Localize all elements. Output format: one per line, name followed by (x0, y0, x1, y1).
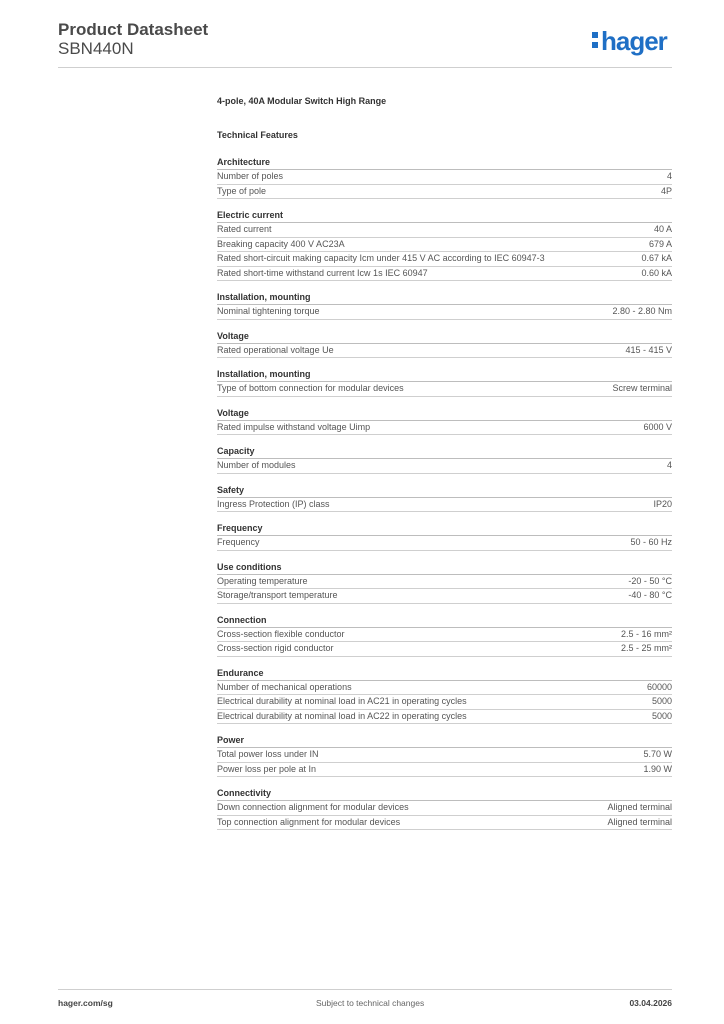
feature-value: 5000 (651, 710, 672, 721)
feature-row (217, 223, 672, 238)
feature-section (217, 330, 672, 359)
feature-value: Aligned terminal (607, 816, 672, 827)
feature-label: Number of modules (217, 460, 296, 470)
feature-label: Breaking capacity 400 V AC23A (217, 238, 345, 249)
feature-value: 4 (666, 460, 672, 470)
feature-label: Frequency (217, 537, 260, 547)
feature-section (217, 445, 672, 474)
feature-value: Screw terminal (612, 383, 672, 393)
feature-section (217, 734, 672, 777)
feature-value: 6000 V (643, 421, 672, 432)
feature-label: Number of poles (217, 171, 284, 181)
product-code: SBN440N (58, 39, 134, 58)
feature-value: 1.90 W (643, 763, 672, 774)
section-title: Installation, mounting (217, 368, 672, 382)
feature-section (217, 407, 672, 436)
feature-value: 40 A (653, 224, 672, 234)
footer-divider (58, 989, 672, 990)
datasheet-content (217, 95, 672, 830)
feature-row (217, 763, 672, 778)
section-title: Installation, mounting (217, 291, 672, 305)
feature-label: Type of pole (217, 185, 267, 196)
feature-value: 4 (666, 171, 672, 181)
feature-value: 415 - 415 V (625, 344, 672, 355)
feature-label: Operating temperature (217, 575, 308, 586)
feature-label: Cross-section rigid conductor (217, 643, 334, 653)
feature-label: Power loss per pole at In (217, 763, 317, 774)
feature-label: Rated short-circuit making capacity Icm under 415 V AC according to IEC 60947-3 (217, 253, 545, 263)
feature-section (217, 484, 672, 513)
footer-note: Subject to technical changes (316, 998, 425, 1008)
feature-sections (217, 156, 672, 830)
feature-label: Cross-section flexible conductor (217, 628, 345, 639)
feature-section (217, 368, 672, 397)
feature-section (217, 209, 672, 281)
feature-label: Storage/transport temperature (217, 590, 338, 600)
feature-value: 2.5 - 16 mm² (620, 628, 672, 639)
section-title: Power (217, 734, 672, 748)
header-divider (58, 67, 672, 68)
page-title: Product Datasheet (58, 20, 209, 39)
feature-value: 5.70 W (643, 749, 672, 759)
hager-logo (592, 26, 667, 56)
feature-row (217, 681, 672, 696)
logo-text: hager (601, 26, 667, 56)
feature-label: Nominal tightening torque (217, 306, 320, 316)
feature-row (217, 382, 672, 397)
feature-value: 0.60 kA (641, 267, 672, 278)
section-title: Endurance (217, 667, 672, 681)
feature-row (217, 305, 672, 320)
feature-row (217, 498, 672, 513)
feature-row (217, 801, 672, 816)
footer-date: 03.04.2026 (629, 998, 672, 1008)
feature-row (217, 344, 672, 359)
feature-label: Top connection alignment for modular devices (217, 816, 401, 827)
section-title: Electric current (217, 209, 672, 223)
feature-label: Rated current (217, 224, 272, 234)
feature-section (217, 561, 672, 604)
feature-section (217, 787, 672, 830)
feature-row (217, 421, 672, 436)
feature-label: Number of mechanical operations (217, 681, 352, 692)
section-title: Use conditions (217, 561, 672, 575)
feature-value: IP20 (653, 498, 672, 509)
section-title: Safety (217, 484, 672, 498)
footer-website: hager.com/sg (58, 998, 113, 1008)
feature-value: 2.80 - 2.80 Nm (612, 306, 672, 316)
feature-value: Aligned terminal (607, 802, 672, 812)
feature-row (217, 628, 672, 643)
technical-features-heading: Technical Features (217, 130, 298, 140)
section-title: Capacity (217, 445, 672, 459)
section-title: Voltage (217, 407, 672, 421)
feature-value: 4P (660, 185, 672, 196)
feature-value: 50 - 60 Hz (630, 537, 672, 547)
feature-section (217, 156, 672, 199)
feature-row (217, 710, 672, 725)
feature-section (217, 522, 672, 551)
feature-value: 60000 (646, 681, 672, 692)
feature-row (217, 267, 672, 282)
feature-row (217, 589, 672, 604)
feature-value: 5000 (651, 696, 672, 706)
feature-value: -20 - 50 °C (628, 575, 672, 586)
section-title: Architecture (217, 156, 672, 170)
feature-row (217, 170, 672, 185)
feature-label: Rated operational voltage Ue (217, 344, 334, 355)
feature-row (217, 642, 672, 657)
feature-value: 679 A (648, 238, 672, 249)
section-title: Frequency (217, 522, 672, 536)
feature-label: Rated short-time withstand current Icw 1s IEC 60947 (217, 267, 428, 278)
section-title: Connectivity (217, 787, 672, 801)
feature-row (217, 575, 672, 590)
feature-row (217, 238, 672, 253)
feature-label: Down connection alignment for modular devices (217, 802, 409, 812)
feature-label: Electrical durability at nominal load in AC21 in operating cycles (217, 696, 467, 706)
feature-row (217, 459, 672, 474)
feature-row (217, 748, 672, 763)
feature-section (217, 614, 672, 657)
feature-value: 2.5 - 25 mm² (620, 643, 672, 653)
feature-label: Rated impulse withstand voltage Uimp (217, 421, 371, 432)
feature-section (217, 667, 672, 725)
feature-label: Ingress Protection (IP) class (217, 498, 330, 509)
feature-row (217, 185, 672, 200)
feature-label: Type of bottom connection for modular devices (217, 383, 404, 393)
feature-value: -40 - 80 °C (628, 590, 672, 600)
logo-colon-icon (592, 29, 599, 53)
section-title: Voltage (217, 330, 672, 344)
feature-section (217, 291, 672, 320)
feature-label: Total power loss under IN (217, 749, 319, 759)
feature-row (217, 252, 672, 267)
feature-row (217, 536, 672, 551)
feature-value: 0.67 kA (641, 253, 672, 263)
product-description: 4-pole, 40A Modular Switch High Range (217, 96, 387, 106)
feature-label: Electrical durability at nominal load in AC22 in operating cycles (217, 710, 467, 721)
feature-row (217, 816, 672, 831)
section-title: Connection (217, 614, 672, 628)
feature-row (217, 695, 672, 710)
